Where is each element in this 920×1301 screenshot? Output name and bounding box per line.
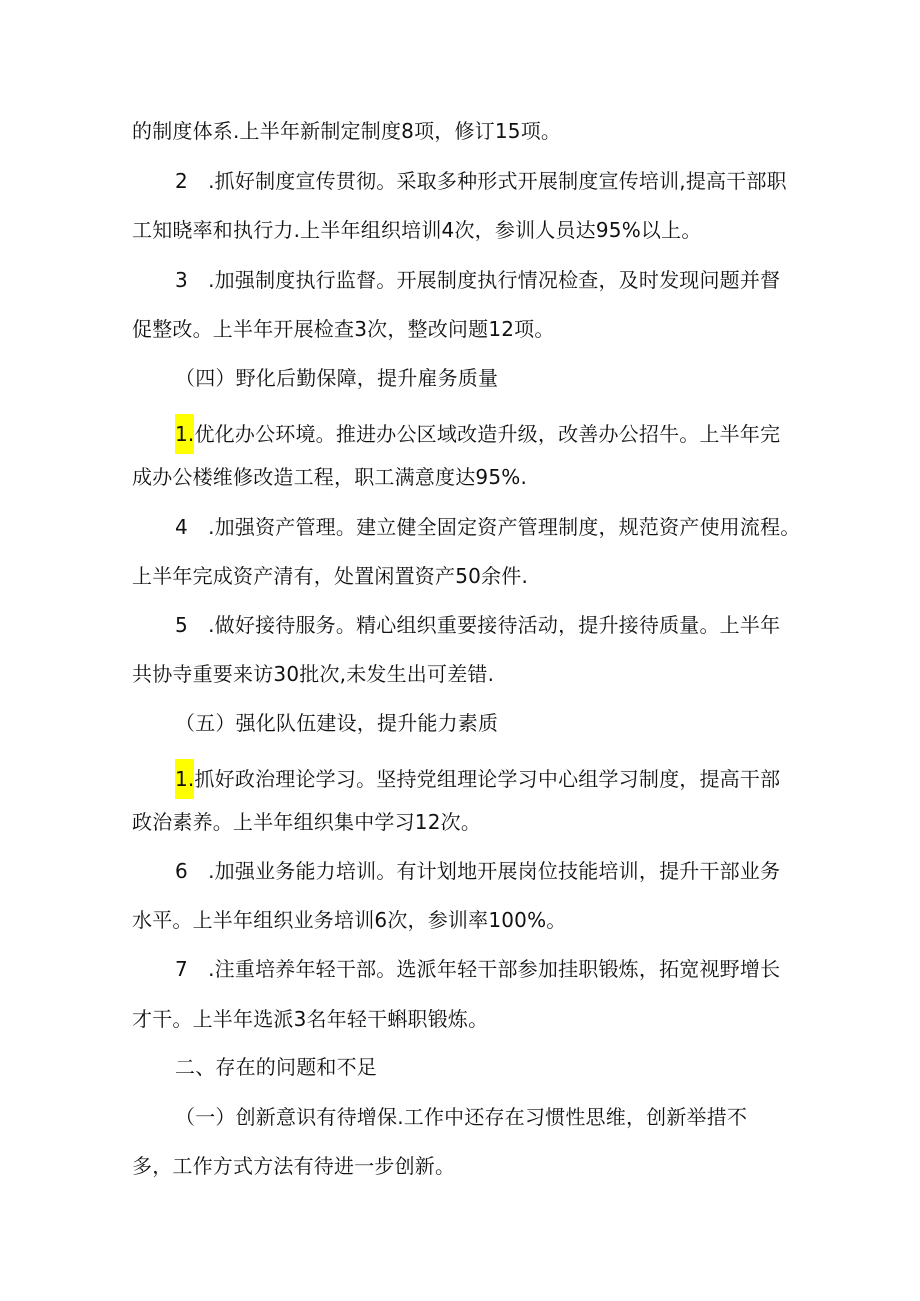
text-segment: 优化办公环境。推进办公区域改造升级，改善办公招牛。上半年完	[194, 422, 781, 446]
highlighted-number: 1.	[175, 759, 194, 799]
text-line: 3 .加强制度执行监督。开展制度执行情况检查，及时发现问题并督	[175, 268, 781, 292]
text-line: 水平。上半年组织业务培训6次，参训率100%。	[132, 908, 567, 932]
text-line: 上半年完成资产清有，处置闲置资产50余件.	[132, 564, 529, 588]
text-line: 5 .做好接待服务。精心组织重要接待活动，提升接待质量。上半年	[175, 613, 781, 637]
section-heading: 二、存在的问题和不足	[175, 1055, 377, 1079]
section-heading: （四）野化后勤保障，提升雇务质量	[175, 366, 499, 390]
text-line: 工知晓率和执行力.上半年组织培训4次，参训人员达95%以上。	[132, 218, 702, 242]
text-line: 才干。上半年选派3名年轻干蝌职锻炼。	[132, 1007, 489, 1031]
text-line: 政治素养。上半年组织集中学习12次。	[132, 810, 482, 834]
text-line	[175, 414, 781, 446]
section-heading: （五）强化队伍建设，提升能力素质	[175, 711, 499, 735]
highlighted-number: 1.	[175, 414, 194, 454]
text-line: 促整改。上半年开展检查3次，整改问题12项。	[132, 317, 555, 341]
text-line: （一）创新意识有待增保.工作中还存在习惯性思维，创新举措不	[175, 1105, 748, 1129]
text-line: 的制度体系.上半年新制定制度8项，修订15项。	[132, 119, 562, 143]
text-line: 共协寺重要来访30批次,未发生出可差错.	[132, 662, 495, 686]
text-segment: 抓好政治理论学习。坚持党组理论学习中心组学习制度，提高干部	[194, 767, 781, 791]
text-line: 多，工作方式方法有待进一步创新。	[132, 1154, 456, 1178]
text-line	[175, 759, 781, 791]
text-line: 成办公楼维修改造工程，职工满意度达95%.	[132, 465, 528, 489]
text-line: 4 .加强资产管理。建立健全固定资产管理制度，规范资产使用流程。	[175, 515, 801, 539]
text-line: 6 .加强业务能力培训。有计划地开展岗位技能培训，提升干部业务	[175, 859, 781, 883]
text-line: 7 .注重培养年轻干部。选派年轻干部参加挂职锻炼，拓宽视野增长	[175, 957, 781, 981]
text-line: 2 .抓好制度宣传贯彻。采取多种形式开展制度宣传培训,提高干部职	[175, 169, 787, 193]
